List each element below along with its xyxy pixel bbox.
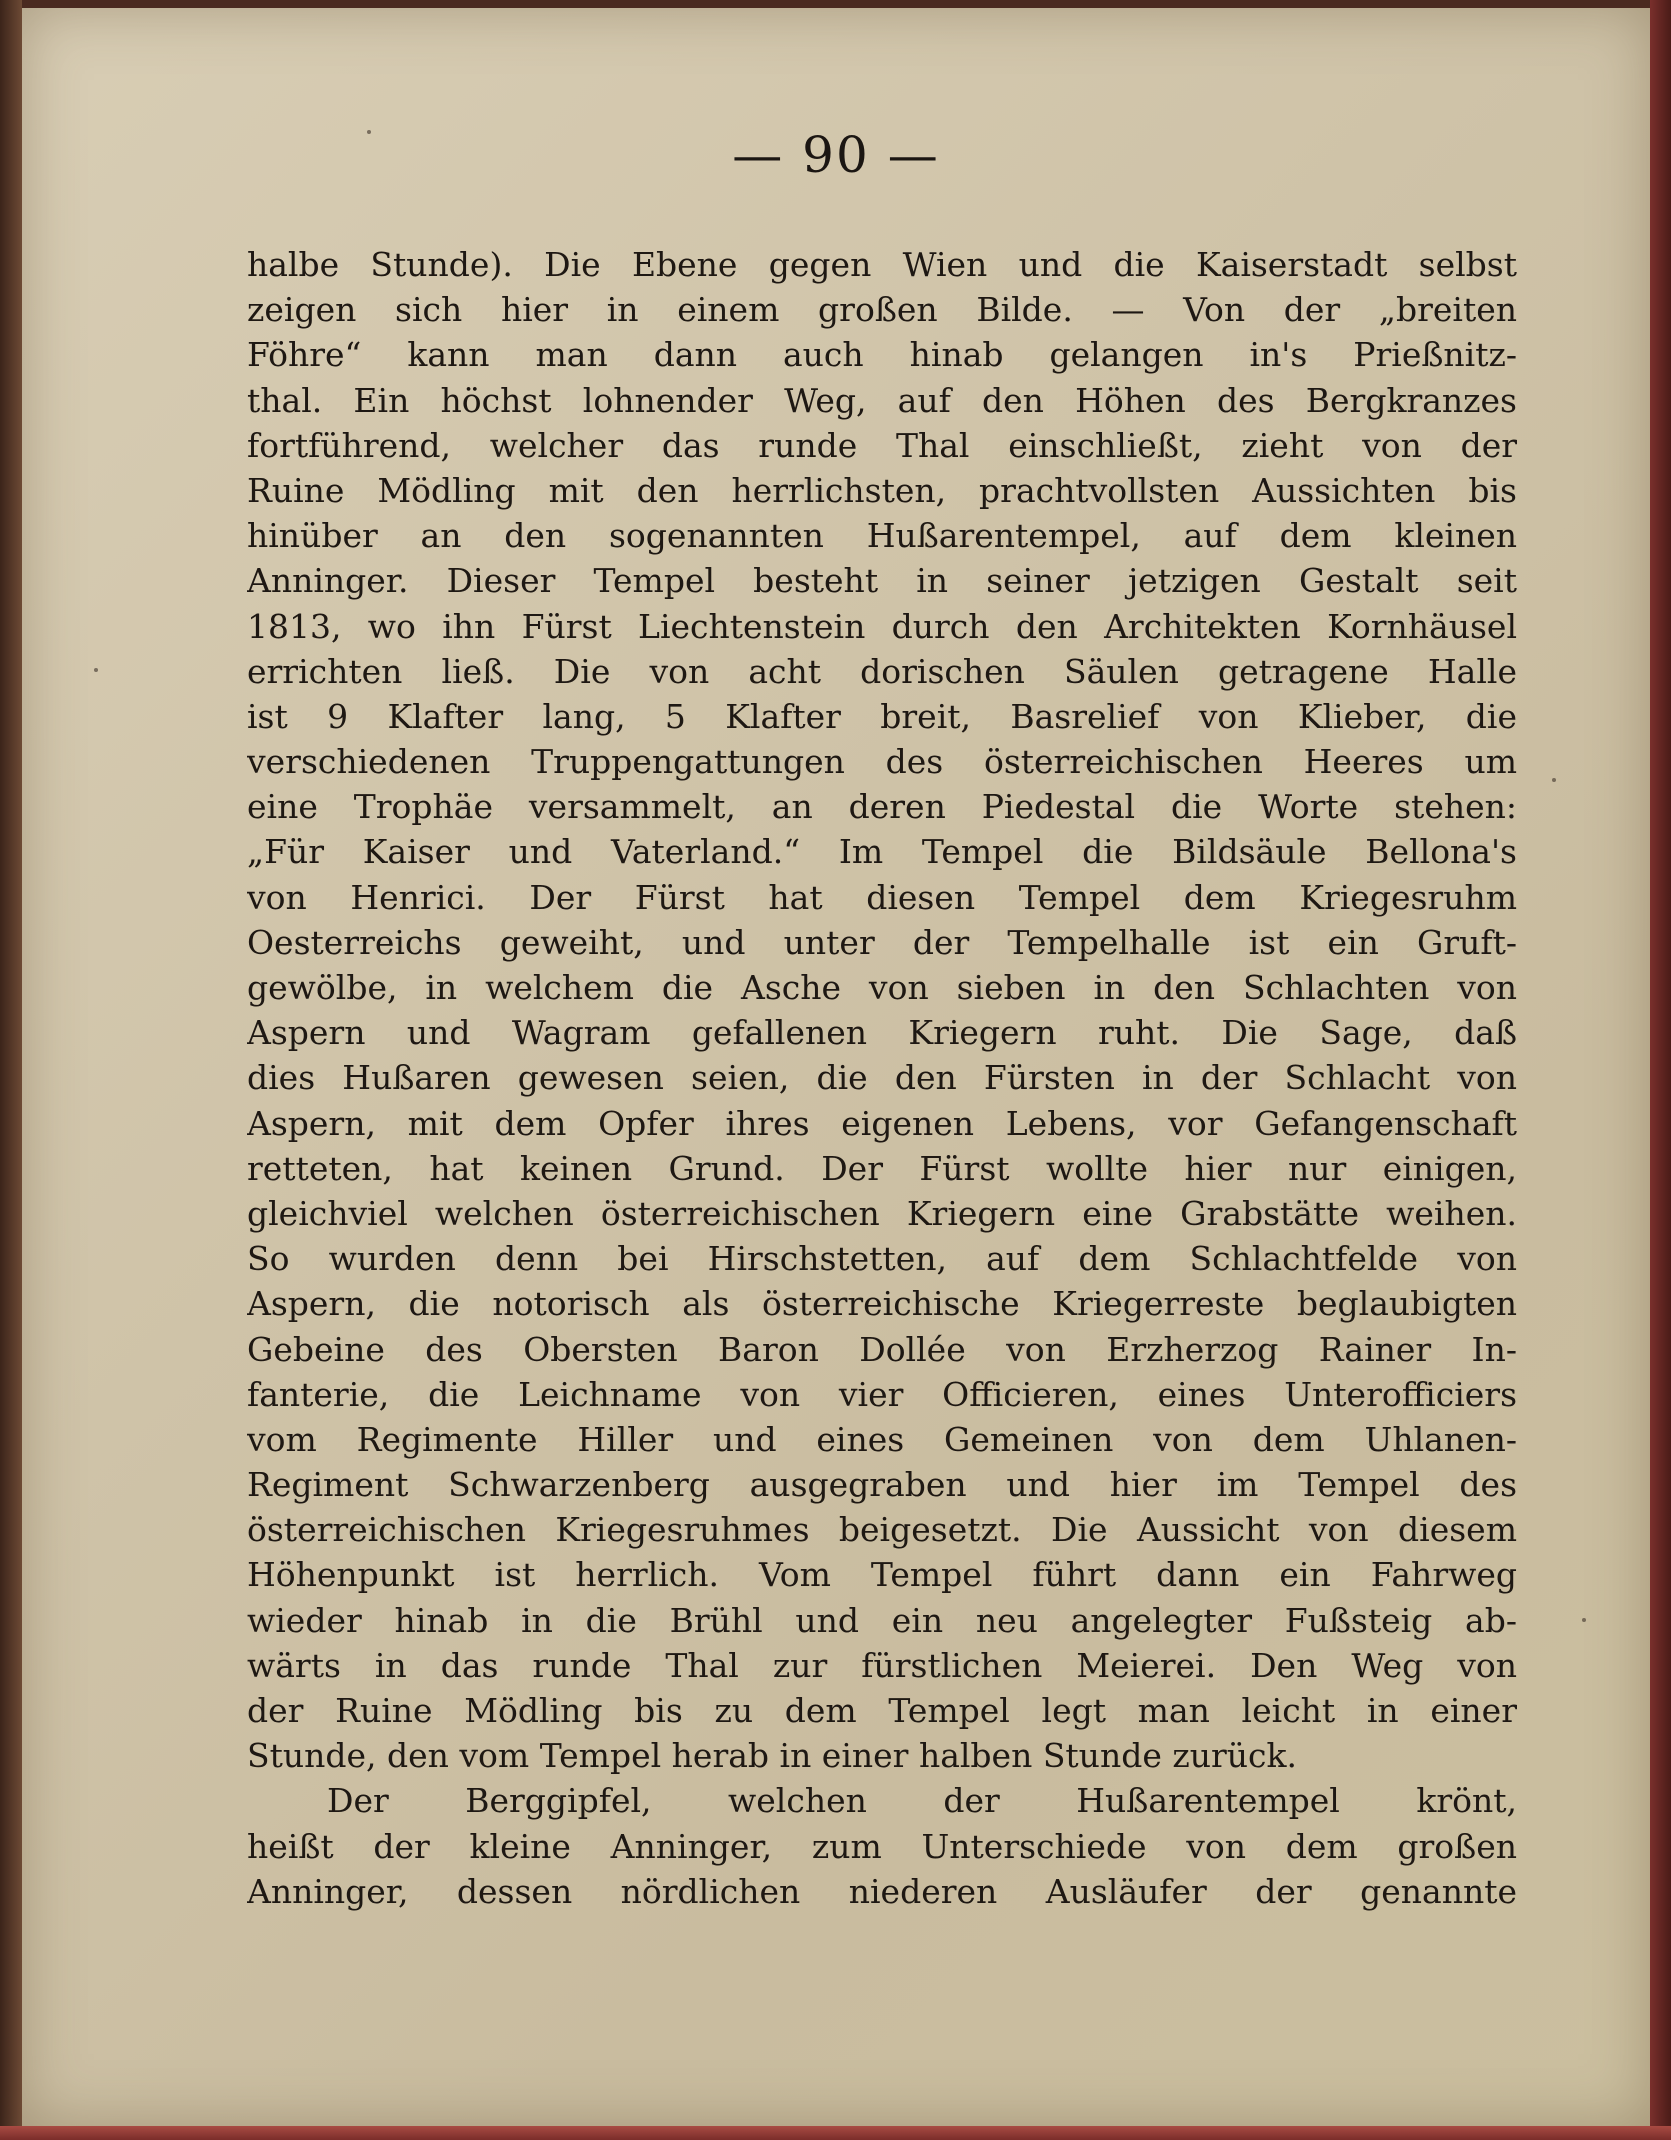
- text-line: gewölbe, in welchem die Asche von sieben in den Schlachten von: [247, 968, 1517, 1007]
- text-line: heißt der kleine Anninger, zum Unterschiede von dem großen: [247, 1826, 1517, 1866]
- text-line: fanterie, die Leichname von vier Officieren, eines Unterofficiers: [247, 1374, 1517, 1414]
- text-line: Regiment Schwarzenberg ausgegraben und hier im Tempel des: [247, 1465, 1517, 1505]
- text-line: dies Hußaren gewesen seien, die den Fürsten in der Schlacht von: [247, 1058, 1517, 1098]
- paper-speck: [94, 668, 98, 672]
- text-line: wieder hinab in die Brühl und ein neu angelegter Fußsteig ab-: [247, 1600, 1517, 1640]
- paper-speck: [1552, 778, 1556, 782]
- text-line: von Henrici. Der Fürst hat diesen Tempel dem Kriegesruhm: [247, 877, 1517, 917]
- text-line: thal. Ein höchst lohnender Weg, auf den Höhen des Bergkranzes: [247, 380, 1517, 420]
- text-line: Föhre“ kann man dann auch hinab gelangen in's Prießnitz-: [247, 335, 1517, 375]
- text-line: Aspern und Wagram gefallenen Kriegern ruht. Die Sage, daß: [247, 1013, 1517, 1053]
- text-line: Höhenpunkt ist herrlich. Vom Tempel führt dann ein Fahrweg: [247, 1555, 1517, 1595]
- paper-speck: [1582, 1618, 1586, 1622]
- text-line: Stunde, den vom Tempel herab in einer halben Stunde zurück.: [247, 1736, 1297, 1776]
- text-line: vom Regimente Hiller und eines Gemeinen von dem Uhlanen-: [247, 1419, 1517, 1459]
- text-line: Anninger. Dieser Tempel besteht in seiner jetzigen Gestalt seit: [247, 561, 1517, 601]
- page-edge-right: [1650, 0, 1671, 2140]
- text-line: wärts in das runde Thal zur fürstlichen Meierei. Den Weg von: [247, 1645, 1517, 1685]
- text-line: halbe Stunde). Die Ebene gegen Wien und die Kaiserstadt selbst: [247, 245, 1517, 284]
- body-text: [247, 242, 1517, 1914]
- text-line: Aspern, die notorisch als österreichische Kriegerreste beglaubigten: [247, 1284, 1517, 1324]
- text-line: Aspern, mit dem Opfer ihres eigenen Lebens, vor Gefangenschaft: [247, 1103, 1517, 1143]
- text-line: Anninger, dessen nördlichen niederen Ausläufer der genannte: [247, 1871, 1517, 1911]
- text-line: verschiedenen Truppengattungen des österreichischen Heeres um: [247, 742, 1517, 782]
- page-edge-bottom: [0, 2126, 1671, 2140]
- book-page: [22, 8, 1650, 2126]
- text-line: Oesterreichs geweiht, und unter der Tempelhalle ist ein Gruft-: [247, 922, 1517, 962]
- text-line: Gebeine des Obersten Baron Dollée von Erzherzog Rainer In-: [247, 1329, 1517, 1369]
- text-line: 1813, wo ihn Fürst Liechtenstein durch den Architekten Kornhäusel: [247, 606, 1517, 646]
- page-number: — 90 —: [732, 126, 940, 184]
- text-line: Ruine Mödling mit den herrlichsten, prachtvollsten Aussichten bis: [247, 470, 1517, 510]
- text-line: zeigen sich hier in einem großen Bilde. — Von der „breiten: [247, 290, 1517, 330]
- text-line: retteten, hat keinen Grund. Der Fürst wollte hier nur einigen,: [247, 1148, 1517, 1188]
- text-line: der Ruine Mödling bis zu dem Tempel legt man leicht in einer: [247, 1691, 1517, 1730]
- text-line: gleichviel welchen österreichischen Kriegern eine Grabstätte weihen.: [247, 1193, 1517, 1233]
- text-line: österreichischen Kriegesruhmes beigesetzt. Die Aussicht von diesem: [247, 1510, 1517, 1550]
- text-line: Der Berggipfel, welchen der Hußarentempel krönt,: [327, 1781, 1517, 1821]
- page-edge-top: [0, 0, 1671, 8]
- text-line: „Für Kaiser und Vaterland.“ Im Tempel die Bildsäule Bellona's: [247, 832, 1517, 872]
- text-line: eine Trophäe versammelt, an deren Piedestal die Worte stehen:: [247, 787, 1517, 827]
- page-edge-left: [0, 0, 22, 2140]
- text-line: hinüber an den sogenannten Hußarentempel, auf dem kleinen: [247, 516, 1517, 556]
- text-line: So wurden denn bei Hirschstetten, auf dem Schlachtfelde von: [247, 1239, 1517, 1279]
- text-line: ist 9 Klafter lang, 5 Klafter breit, Basrelief von Klieber, die: [247, 696, 1517, 736]
- text-line: errichten ließ. Die von acht dorischen Säulen getragene Halle: [247, 651, 1517, 691]
- text-line: fortführend, welcher das runde Thal einschließt, zieht von der: [247, 425, 1517, 465]
